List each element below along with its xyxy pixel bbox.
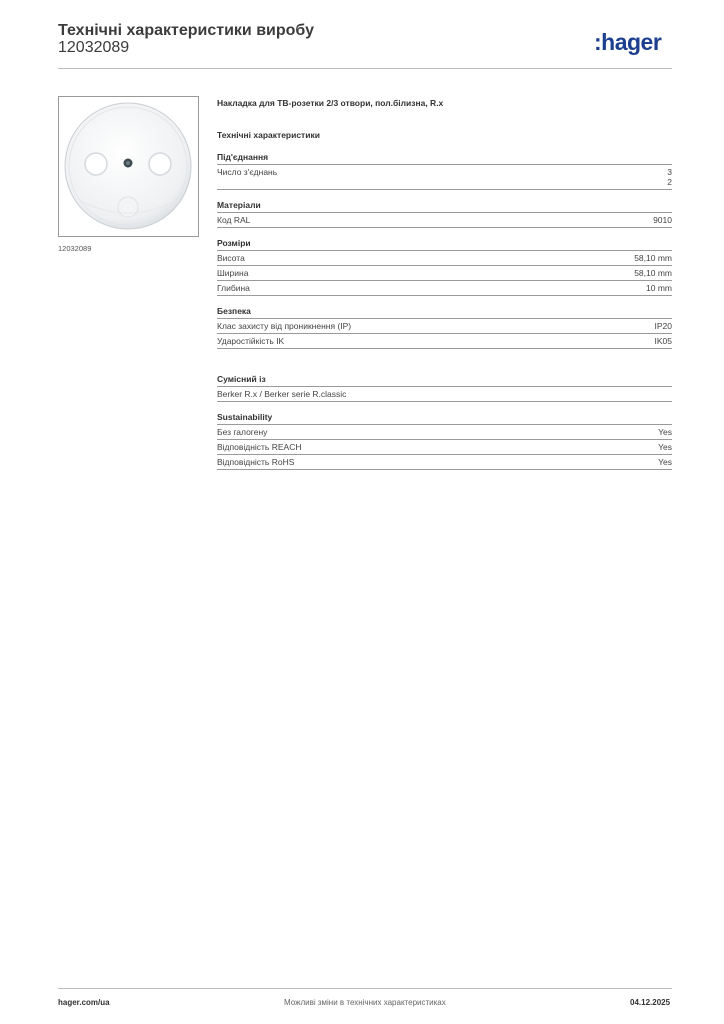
spec-label: Клас захисту від проникнення (IP) <box>217 321 352 331</box>
footer-notice: Можливі зміни в технічних характеристиках <box>284 998 446 1007</box>
group-title: Матеріали <box>217 199 672 213</box>
spec-label: Число з'єднань <box>217 167 278 177</box>
spec-label: Відповідність RoHS <box>217 457 295 467</box>
spec-group-sustainability <box>217 411 672 470</box>
footer-date: 04.12.2025 <box>630 998 671 1007</box>
spec-value: 58,10 mm <box>634 268 672 278</box>
group-title: Розміри <box>217 237 672 251</box>
spec-value: Yes <box>658 442 672 452</box>
spec-label: Ударостійкість IK <box>217 336 285 346</box>
spec-label: Відповідність REACH <box>217 442 302 452</box>
spec-group-materials <box>217 199 672 228</box>
footer-website-link[interactable]: hager.com/ua <box>58 998 110 1007</box>
spec-label: Без галогену <box>217 427 268 437</box>
product-name: Накладка для ТВ-розетки 2/3 отвори, пол.білизна, R.x <box>217 98 444 108</box>
spec-row <box>217 266 672 281</box>
tv-socket-cover-illustration <box>59 97 198 236</box>
spec-label: Висота <box>217 253 245 263</box>
spec-row <box>217 251 672 266</box>
image-caption: 12032089 <box>58 244 92 253</box>
header-divider <box>58 68 672 69</box>
spec-heading: Технічні характеристики <box>217 130 320 140</box>
footer-divider <box>58 988 672 989</box>
spec-group-dimensions <box>217 237 672 296</box>
group-title: Сумісний із <box>217 373 672 387</box>
spec-group-compatibility <box>217 373 672 402</box>
product-code: 12032089 <box>58 39 130 56</box>
group-title: Sustainability <box>217 411 672 425</box>
hager-logo: :hager <box>594 29 662 55</box>
product-image <box>58 96 199 237</box>
logo-text: hager <box>601 29 662 55</box>
spec-row <box>217 319 672 334</box>
spec-row <box>217 455 672 470</box>
spec-label: Код RAL <box>217 215 251 225</box>
spec-row <box>217 165 672 190</box>
spec-row <box>217 387 672 402</box>
spec-group-connection <box>217 151 672 190</box>
spec-row <box>217 281 672 296</box>
spec-value: 10 mm <box>646 283 672 293</box>
spec-value: Yes <box>658 457 672 467</box>
spec-value: IP20 <box>654 321 672 331</box>
spec-value: IK05 <box>654 336 672 346</box>
spec-value: 58,10 mm <box>634 253 672 263</box>
spec-label: Глибина <box>217 283 250 293</box>
group-title: Безпека <box>217 305 672 319</box>
spec-content <box>217 96 672 470</box>
spec-value: 9010 <box>653 215 672 225</box>
spec-row <box>217 425 672 440</box>
spec-row <box>217 334 672 349</box>
page-title: Технічні характеристики виробу <box>58 22 314 39</box>
spec-value-line: 2 <box>667 177 672 187</box>
spec-row <box>217 440 672 455</box>
spec-value-line: 3 <box>667 167 672 177</box>
spec-value: Yes <box>658 427 672 437</box>
group-title: Під'єднання <box>217 151 672 165</box>
spec-label: Berker R.x / Berker serie R.classic <box>217 389 347 399</box>
spec-group-safety <box>217 305 672 349</box>
spec-value <box>667 167 672 187</box>
spec-row <box>217 213 672 228</box>
spec-label: Ширина <box>217 268 249 278</box>
